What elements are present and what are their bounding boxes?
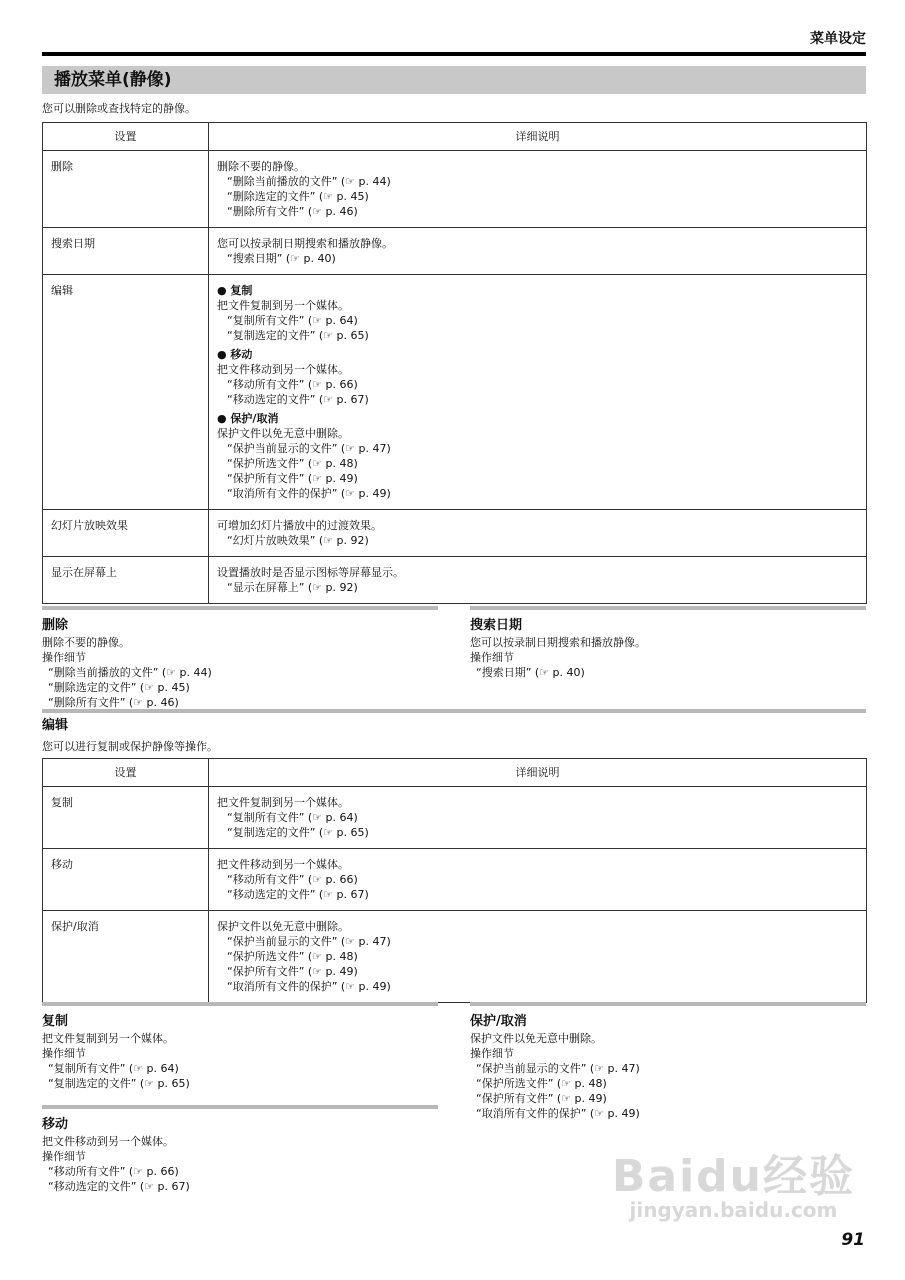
group-title: ● 移动 [217,348,253,361]
row-desc: 把文件复制到另一个媒体。 [217,796,349,809]
row-detail [209,275,867,510]
page-link[interactable]: “删除所有文件” (☞ p. 46) [227,205,358,218]
header-rule [42,52,866,56]
table-header-setting: 设置 [43,123,209,151]
row-name: 显示在屏幕上 [43,557,209,604]
section-rule [42,1105,438,1109]
watermark-sub: jingyan.baidu.com [629,1198,838,1222]
page-link[interactable]: “复制所有文件” (☞ p. 64) [48,1062,179,1075]
row-name: 幻灯片放映效果 [43,510,209,557]
section-rule [42,1002,438,1006]
row-name: 删除 [43,151,209,228]
watermark-main: Baidu经验 [611,1151,855,1202]
row-desc: 您可以按录制日期搜索和播放静像。 [217,237,393,250]
page-link[interactable]: “显示在屏幕上” (☞ p. 92) [227,581,358,594]
section-line: 把文件移动到另一个媒体。 [42,1135,174,1148]
section-search-date [470,606,866,680]
settings-table-1 [42,122,867,604]
table-row [43,228,867,275]
page-link[interactable]: “幻灯片放映效果” (☞ p. 92) [227,534,369,547]
page-link[interactable]: “保护所有文件” (☞ p. 49) [227,965,358,978]
page-link[interactable]: “取消所有文件的保护” (☞ p. 49) [476,1107,640,1120]
page-link[interactable]: “保护所有文件” (☞ p. 49) [227,472,358,485]
page-link[interactable]: “复制所有文件” (☞ p. 64) [227,314,358,327]
section-move [42,1105,438,1194]
page-link[interactable]: “移动选定的文件” (☞ p. 67) [227,888,369,901]
section-protect [470,1002,866,1121]
row-desc: 保护文件以免无意中删除。 [217,920,349,933]
page-link[interactable]: “保护所选文件” (☞ p. 48) [476,1077,607,1090]
section-copy [42,1002,438,1091]
section-line: 操作细节 [42,651,86,664]
page-link[interactable]: “移动所有文件” (☞ p. 66) [227,873,358,886]
page-header [42,28,866,56]
section-line: 操作细节 [42,1047,86,1060]
row-name: 保护/取消 [43,911,209,1003]
page-link[interactable]: “保护当前显示的文件” (☞ p. 47) [227,442,391,455]
group-title: ● 复制 [217,284,253,297]
section-rule [42,606,438,610]
section-title: 删除 [42,618,69,633]
row-detail [209,787,867,849]
page-link[interactable]: “搜索日期” (☞ p. 40) [227,252,336,265]
section-line: 删除不要的静像。 [42,636,130,649]
page-link[interactable]: “保护所有文件” (☞ p. 49) [476,1092,607,1105]
section-rule [470,1002,866,1006]
row-detail [209,510,867,557]
page-link[interactable]: “取消所有文件的保护” (☞ p. 49) [227,980,391,993]
edit-intro: 您可以进行复制或保护静像等操作。 [42,740,218,753]
table-header-detail: 详细说明 [209,123,867,151]
page-link[interactable]: “复制所有文件” (☞ p. 64) [227,811,358,824]
page-number: 91 [841,1230,865,1250]
row-desc: 把文件移动到另一个媒体。 [217,858,349,871]
page-link[interactable]: “删除选定的文件” (☞ p. 45) [48,681,190,694]
row-desc: 删除不要的静像。 [217,160,305,173]
section-title: 保护/取消 [470,1014,527,1029]
table-row [43,849,867,911]
table-row [43,151,867,228]
row-desc: 可增加幻灯片播放中的过渡效果。 [217,519,382,532]
table-row [43,557,867,604]
page-link[interactable]: “复制选定的文件” (☞ p. 65) [48,1077,190,1090]
table-row [43,510,867,557]
section-line: 把文件复制到另一个媒体。 [42,1032,174,1045]
page-link[interactable]: “移动选定的文件” (☞ p. 67) [227,393,369,406]
group-desc: 把文件复制到另一个媒体。 [217,299,349,312]
section-rule [42,709,866,713]
section-line: 操作细节 [470,1047,514,1060]
table-row [43,911,867,1003]
row-name: 移动 [43,849,209,911]
section-banner: 播放菜单(静像) [42,66,866,94]
page-link[interactable]: “删除当前播放的文件” (☞ p. 44) [48,666,212,679]
settings-table-2 [42,758,867,1003]
group-desc: 把文件移动到另一个媒体。 [217,363,349,376]
row-desc: 设置播放时是否显示图标等屏幕显示。 [217,566,404,579]
section-title: 搜索日期 [470,618,523,633]
page-link[interactable]: “删除所有文件” (☞ p. 46) [48,696,179,709]
group-desc: 保护文件以免无意中删除。 [217,427,349,440]
intro-text: 您可以删除或查找特定的静像。 [42,102,196,115]
section-line: 保护文件以免无意中删除。 [470,1032,602,1045]
row-detail [209,228,867,275]
page-link[interactable]: “搜索日期” (☞ p. 40) [476,666,585,679]
page-link[interactable]: “删除选定的文件” (☞ p. 45) [227,190,369,203]
row-name: 编辑 [43,275,209,510]
row-detail [209,849,867,911]
page-link[interactable]: “保护所选文件” (☞ p. 48) [227,457,358,470]
page-link[interactable]: “保护所选文件” (☞ p. 48) [227,950,358,963]
section-line: 操作细节 [42,1150,86,1163]
group-title: ● 保护/取消 [217,412,279,425]
section-title: 移动 [42,1117,69,1132]
page-link[interactable]: “保护当前显示的文件” (☞ p. 47) [227,935,391,948]
page-link[interactable]: “删除当前播放的文件” (☞ p. 44) [227,175,391,188]
section-line: 操作细节 [470,651,514,664]
row-detail [209,911,867,1003]
header-title: 菜单设定 [810,31,866,47]
table-row [43,275,867,510]
row-name: 搜索日期 [43,228,209,275]
table-header-setting: 设置 [43,759,209,787]
page-link[interactable]: “移动所有文件” (☞ p. 66) [227,378,358,391]
section-line: 您可以按录制日期搜索和播放静像。 [470,636,646,649]
page-link[interactable]: “保护当前显示的文件” (☞ p. 47) [476,1062,640,1075]
page-link[interactable]: “移动所有文件” (☞ p. 66) [48,1165,179,1178]
row-name: 复制 [43,787,209,849]
page-link[interactable]: “取消所有文件的保护” (☞ p. 49) [227,487,391,500]
page-link[interactable]: “复制选定的文件” (☞ p. 65) [227,329,369,342]
table-row [43,787,867,849]
section-title: 复制 [42,1014,69,1029]
page-link[interactable]: “移动选定的文件” (☞ p. 67) [48,1180,190,1193]
section-rule [470,606,866,610]
section-delete [42,606,438,710]
row-detail [209,151,867,228]
row-detail [209,557,867,604]
watermark-logo [612,1140,855,1222]
page-link[interactable]: “复制选定的文件” (☞ p. 65) [227,826,369,839]
table-header-detail: 详细说明 [209,759,867,787]
section-title-edit: 编辑 [42,718,69,733]
